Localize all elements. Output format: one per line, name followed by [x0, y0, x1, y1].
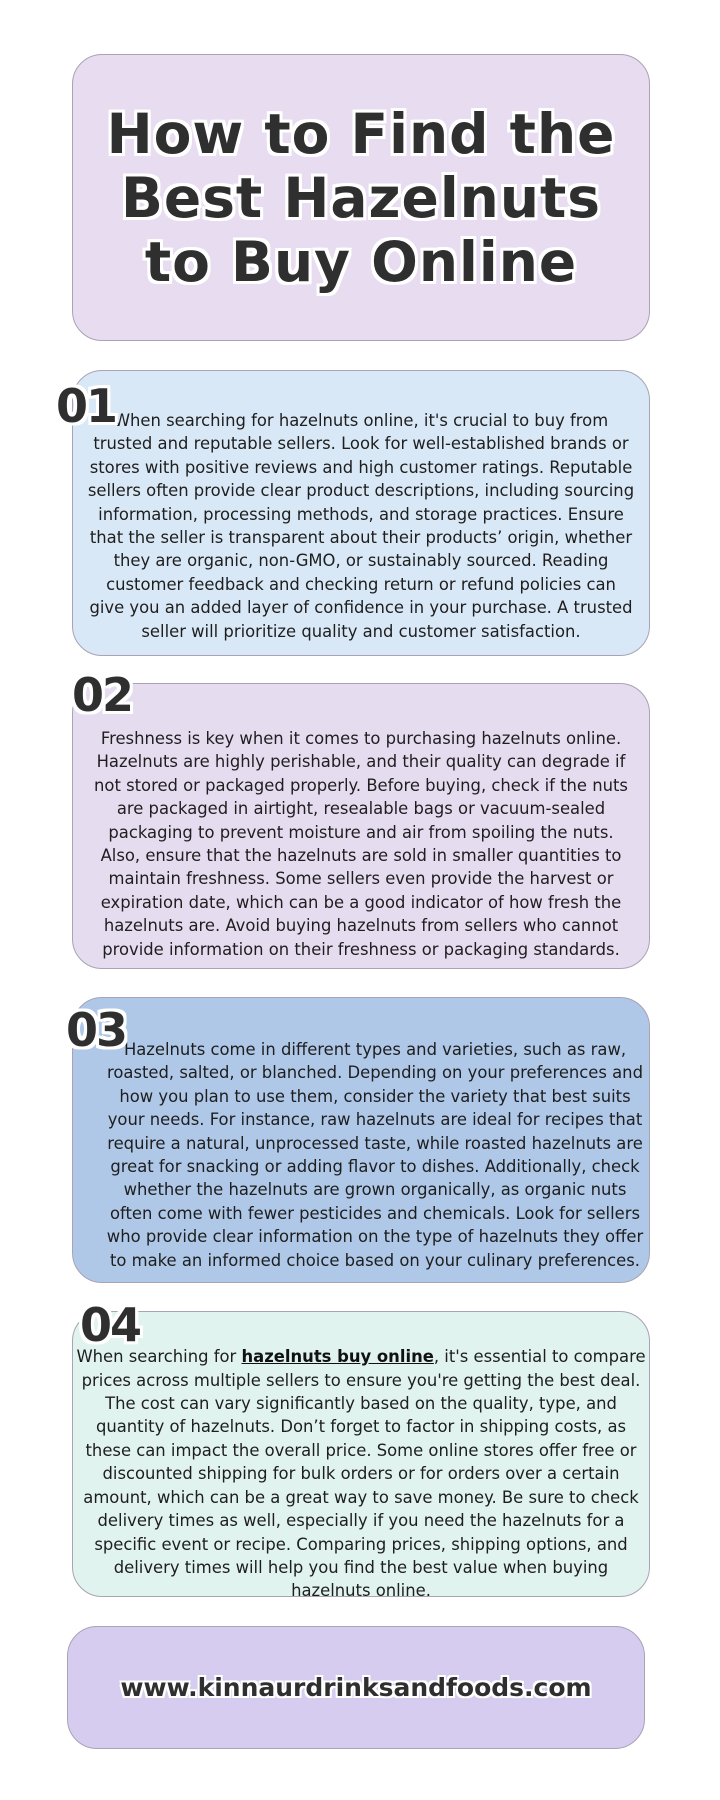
step-4-text-before: When searching for [76, 1347, 242, 1367]
step-card-3 [72, 997, 650, 1283]
hazelnuts-buy-online-link[interactable]: hazelnuts buy online [241, 1347, 434, 1367]
step-4-number: 04 [80, 1298, 141, 1352]
step-4-text [73, 1345, 649, 1602]
step-card-2 [72, 683, 650, 969]
step-1-text: When searching for hazelnuts online, it's crucial to buy from trusted and reputable sellers. Look for well-established brands or stores with positive reviews and high customer ratings. Reputable sellers often provide clear product descriptions, including sourcing information, processing methods, and storage practices. Ensure that the seller is transparent about their products’ origin, whether they are organic, non-GMO, or sustainably sourced. Reading customer feedback and checking return or refund policies can give you an added layer of confidence in your purchase. A trusted seller will prioritize quality and customer satisfaction. [87, 410, 635, 641]
step-3-text: Hazelnuts come in different types and varieties, such as raw, roasted, salted, or blanched. Depending on your preferences and how you plan to use them, consider the variety that best suits your needs. For instance, raw hazelnuts are ideal for recipes that require a natural, unprocessed taste, while roasted hazelnuts are great for snacking or adding flavor to dishes. Additionally, check whether the hazelnuts are grown organically, as organic nuts often come with fewer pesticides and chemicals. Look for sellers who provide clear information on the type of hazelnuts they offer to make an informed choice based on your culinary preferences. [106, 1039, 644, 1270]
footer-card [67, 1626, 645, 1749]
step-2-text: Freshness is key when it comes to purchasing hazelnuts online. Hazelnuts are highly perishable, and their quality can degrade if not stored or packaged properly. Before buying, check if the nuts are packaged in airtight, resealable bags or vacuum-sealed packaging to prevent moisture and air from spoiling the nuts. Also, ensure that the hazelnuts are sold in smaller quantities to maintain freshness. Some sellers even provide the harvest or expiration date, which can be a good indicator of how fresh the hazelnuts are. Avoid buying hazelnuts from sellers who cannot provide information on their freshness or packaging standards. [94, 728, 628, 959]
step-card-4 [72, 1311, 650, 1601]
step-2-number: 02 [72, 668, 133, 722]
step-3-number: 03 [66, 1003, 127, 1057]
step-1-number: 01 [56, 379, 117, 433]
step-4-text-after: , it's essential to compare prices across multiple sellers to ensure you're getting the best deal. The cost can vary significantly based on the quality, type, and quantity of hazelnuts. Don’t forget to factor in shipping costs, as these can impact the overall price. Some online stores offer free or discounted shipping for bulk orders or for orders over a certain amount, which can be a great way to save money. Be sure to check delivery times as well, especially if you need the hazelnuts for a specific event or recipe. Comparing prices, shipping options, and delivery times will help you find the best value when buying hazelnuts online. [81, 1347, 646, 1601]
step-card-1 [72, 370, 650, 656]
title-card [72, 54, 650, 341]
page-title: How to Find the Best Hazelnuts to Buy Online [106, 101, 616, 294]
website-url: www.kinnaurdrinksandfoods.com [120, 1673, 592, 1702]
